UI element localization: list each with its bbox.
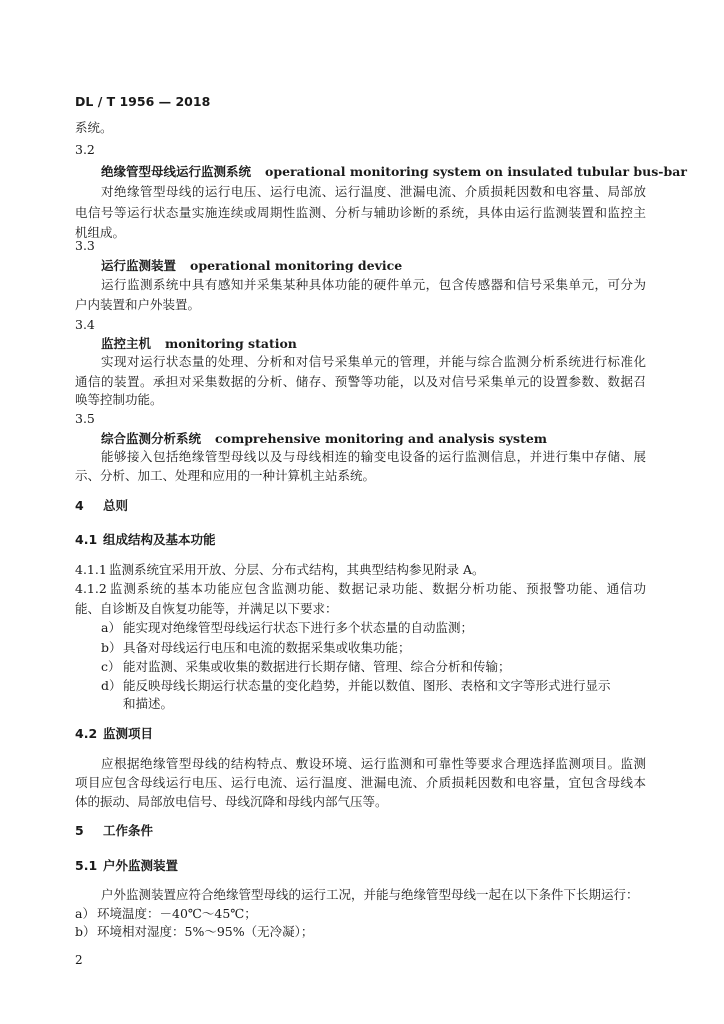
definition-line: 实现对运行状态量的处理、分析和对信号采集单元的管理，并能与综合监测分析系统进行标准化: [101, 354, 646, 369]
clause-number: 4.1.1: [75, 562, 107, 577]
paragraph-line: 应根据绝缘管型母线的结构特点、敷设环境、运行监测和可靠性等要求合理选择监测项目。监测: [101, 756, 646, 771]
definition-line: 运行监测系统中具有感知并采集某种具体功能的硬件单元，包含传感器和信号采集单元，可分为: [101, 277, 646, 292]
definition-line: 机组成。: [75, 225, 126, 240]
section-heading: [75, 857, 178, 875]
list-item: [75, 905, 257, 923]
list-text: 能反映母线长期运行状态量的变化趋势，并能以数值、图形、表格和文字等形式进行显示: [123, 678, 611, 693]
chapter-number: 4: [75, 498, 84, 513]
list-item: [75, 923, 313, 941]
section-number: 4.2: [75, 726, 98, 741]
clause-paragraph: [75, 561, 485, 579]
definition-line: 通信的装置。承担对采集数据的分析、储存、预警等功能，以及对信号采集单元的设置参数、数据召: [75, 374, 646, 389]
list-item: [101, 658, 511, 676]
section-number: 5.1: [75, 858, 98, 873]
definition-line: 能够接入包括绝缘管型母线以及与母线相连的输变电设备的运行监测信息，并进行集中存储、展: [101, 449, 646, 464]
clause-text: 能、自诊断及自恢复功能等，并满足以下要求：: [75, 601, 338, 616]
term-english: operational monitoring device: [190, 258, 403, 273]
chapter-heading: [75, 497, 128, 515]
term-english: operational monitoring system on insulated tubular bus-bar: [265, 164, 687, 179]
definition-line: 电信号等运行状态量实施连续或周期性监测、分析与辅助诊断的系统，具体由运行监测装置和监控主: [75, 205, 646, 220]
list-text: 能实现对绝缘管型母线运行状态下进行多个状态量的自动监测；: [123, 620, 474, 635]
chapter-title: 总则: [103, 498, 129, 513]
term-chinese: 运行监测装置: [101, 258, 177, 273]
term-chinese: 绝缘管型母线运行监测系统: [101, 164, 252, 179]
continuation-text: 系统。: [75, 120, 113, 135]
section-number: 4.1: [75, 532, 98, 547]
clause-number: 3.2: [75, 142, 95, 157]
clause-number: 3.4: [75, 317, 95, 332]
section-heading: [75, 531, 216, 549]
chapter-heading: [75, 822, 153, 840]
list-text: 环境温度：－40℃～45℃；: [97, 906, 257, 921]
paragraph-line: 体的振动、局部放电信号、母线沉降和母线内部气压等。: [75, 794, 388, 809]
definition-line: 示、分析、加工、处理和应用的一种计算机主站系统。: [75, 468, 376, 483]
term-chinese: 综合监测分析系统: [101, 431, 202, 446]
list-item-continuation: 和描述。: [123, 696, 174, 711]
section-heading: [75, 725, 153, 743]
term-heading: [101, 257, 402, 275]
term-heading: [101, 335, 297, 353]
term-english: monitoring station: [165, 336, 297, 351]
term-heading: [101, 430, 547, 448]
definition-line: 唤等控制功能。: [75, 392, 163, 407]
list-text: 具备对母线运行电压和电流的数据采集或收集功能；: [123, 640, 411, 655]
chapter-title: 工作条件: [103, 823, 154, 838]
list-text: 环境相对湿度：5%～95%（无冷凝）；: [97, 924, 314, 939]
section-title: 组成结构及基本功能: [103, 532, 216, 547]
standard-number-header: DL / T 1956 — 2018: [75, 94, 211, 109]
list-item: [101, 677, 611, 695]
list-marker: d）: [101, 678, 122, 693]
section-title: 监测项目: [103, 726, 154, 741]
clause-number: 4.1.2: [75, 581, 107, 596]
page-number: 2: [75, 953, 83, 967]
list-marker: b）: [75, 924, 96, 939]
list-marker: a）: [75, 906, 95, 921]
paragraph-line: 项目应包含母线运行电压、运行电流、运行温度、泄漏电流、介质损耗因数和电容量，宜包含母线本: [75, 775, 646, 790]
clause-text: 监测系统的基本功能应包含监测功能、数据记录功能、数据分析功能、预报警功能、通信功: [109, 581, 646, 596]
chapter-number: 5: [75, 823, 84, 838]
definition-line: 户内装置和户外装置。: [75, 297, 201, 312]
clause-number: 3.3: [75, 238, 95, 253]
list-marker: b）: [101, 640, 122, 655]
clause-text: 监测系统宜采用开放、分层、分布式结构，其典型结构参见附录 A。: [109, 562, 485, 577]
term-heading: [101, 163, 687, 181]
list-item: [101, 639, 411, 657]
term-chinese: 监控主机: [101, 336, 152, 351]
clause-number: 3.5: [75, 411, 95, 426]
list-item: [101, 619, 473, 637]
section-title: 户外监测装置: [103, 858, 179, 873]
paragraph-line: 户外监测装置应符合绝缘管型母线的运行工况，并能与绝缘管型母线一起在以下条件下长期运行：: [101, 887, 639, 902]
clause-paragraph: [75, 580, 646, 598]
list-marker: a）: [101, 620, 121, 635]
list-marker: c）: [101, 659, 121, 674]
definition-line: 对绝缘管型母线的运行电压、运行电流、运行温度、泄漏电流、介质损耗因数和电容量、局部放: [101, 184, 646, 199]
term-english: comprehensive monitoring and analysis system: [215, 431, 548, 446]
list-text: 能对监测、采集或收集的数据进行长期存储、管理、综合分析和传输；: [123, 659, 511, 674]
